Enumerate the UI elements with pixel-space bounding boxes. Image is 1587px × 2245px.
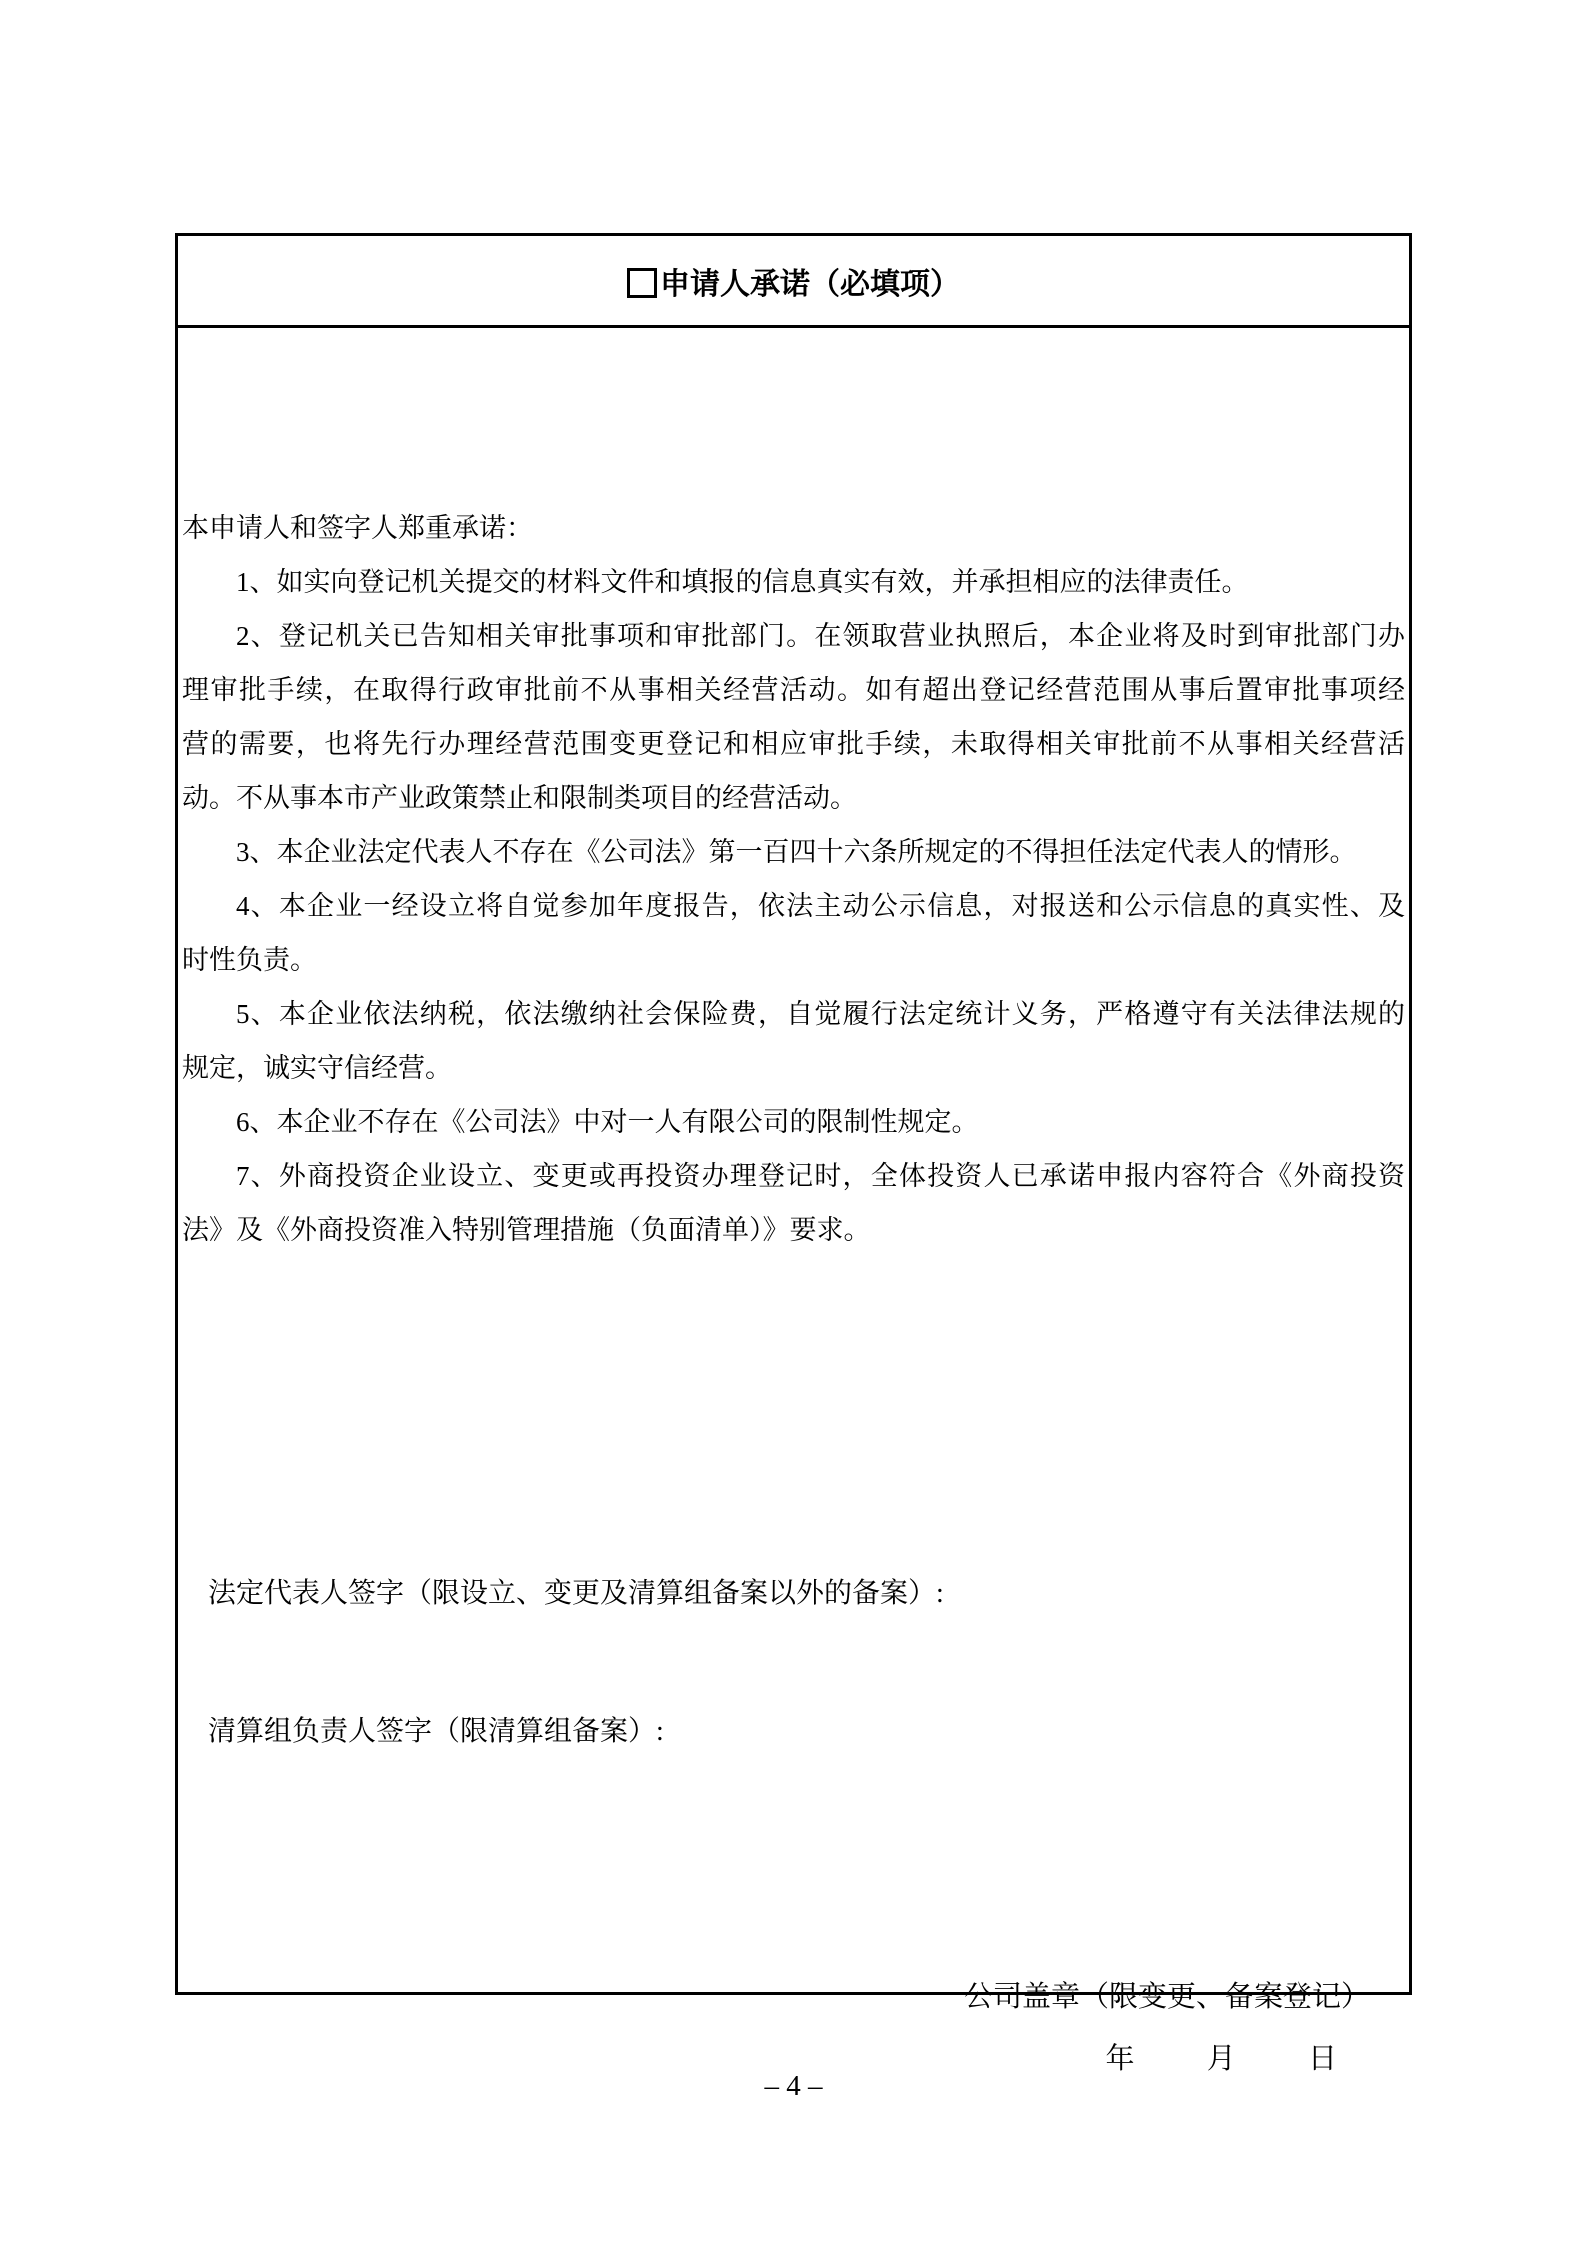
declaration-line: 1、如实向登记机关提交的材料文件和填报的信息真实有效，并承担相应的法律责任。 (236, 567, 1249, 597)
declaration-line: 5、本企业依法纳税，依法缴纳社会保险费，自觉履行法定统计义务，严格遵守有关法律法规的 (236, 999, 1405, 1029)
page-title-text: 申请人承诺（必填项） (660, 267, 960, 301)
company-seal-label: 公司盖章（限变更、备案登记） (963, 1981, 1370, 2013)
liquidation-group-signature-label: 清算组负责人签字（限清算组备案）: (208, 1716, 664, 1747)
checkbox-icon (627, 268, 657, 298)
declaration-line: 规定，诚实守信经营。 (182, 1053, 452, 1083)
declaration-line: 2、登记机关已告知相关审批事项和审批部门。在领取营业执照后，本企业将及时到审批部门办 (236, 621, 1405, 651)
page-title (627, 259, 960, 303)
declaration-line: 6、本企业不存在《公司法》中对一人有限公司的限制性规定。 (236, 1107, 979, 1137)
day-label: 日 (1307, 2043, 1337, 2075)
month-label: 月 (1206, 2043, 1236, 2075)
declaration-line: 动。不从事本市产业政策禁止和限制类项目的经营活动。 (182, 783, 857, 813)
page-number: – 4 – (764, 2070, 823, 2102)
legal-representative-signature-label: 法定代表人签字（限设立、变更及清算组备案以外的备案）: (208, 1578, 944, 1609)
year-label: 年 (1105, 2043, 1135, 2075)
declaration-line: 7、外商投资企业设立、变更或再投资办理登记时，全体投资人已承诺申报内容符合《外商投资 (236, 1161, 1405, 1191)
declaration-line: 理审批手续，在取得行政审批前不从事相关经营活动。如有超出登记经营范围从事后置审批事项经 (182, 675, 1405, 705)
declaration-line: 3、本企业法定代表人不存在《公司法》第一百四十六条所规定的不得担任法定代表人的情形。 (236, 837, 1357, 867)
form-body (178, 328, 1409, 2075)
declaration-line: 营的需要，也将先行办理经营范围变更登记和相应审批手续，未取得相关审批前不从事相关经营活 (182, 729, 1405, 759)
commitment-form-box (175, 233, 1412, 2075)
form-title-row (178, 236, 1409, 328)
declaration-line: 4、本企业一经设立将自觉参加年度报告，依法主动公示信息，对报送和公示信息的真实性、及 (236, 891, 1405, 921)
declaration-line: 法》及《外商投资准入特别管理措施（负面清单）》要求。 (182, 1215, 871, 1245)
declaration-line: 时性负责。 (182, 945, 317, 975)
declaration-line: 本申请人和签字人郑重承诺： (182, 513, 533, 543)
declaration-paragraphs (182, 501, 1405, 1257)
